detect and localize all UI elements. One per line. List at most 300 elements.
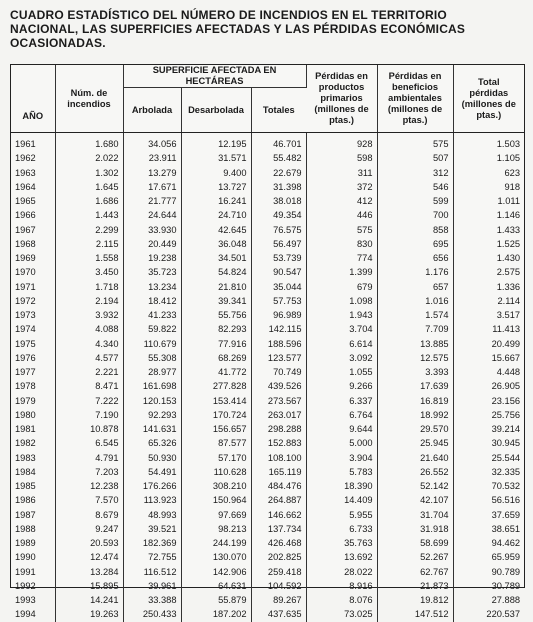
cell-arbolada: 55.308 (123, 351, 181, 365)
cell-desarbolada: 150.964 (181, 493, 251, 507)
cell-total-perdidas: 1.430 (496, 253, 521, 263)
cell-arbolada: 54.491 (123, 465, 181, 479)
cell-totales: 437.635 (251, 607, 306, 621)
cell-arbolada: 20.449 (123, 237, 181, 251)
cell-totales: 165.119 (251, 465, 306, 479)
cell-total-perdidas: 1.503 (496, 139, 521, 149)
statistics-table-frame (10, 64, 525, 620)
cell-perdidas-productos: 1.055 (306, 365, 377, 379)
cell-desarbolada: 156.657 (181, 422, 251, 436)
title-line-2: NACIONAL, LAS SUPERFICIES AFECTADAS Y LAS PÉRDIDAS ECONÓMICAS (10, 22, 466, 36)
cell-ano: 1962 (11, 151, 55, 165)
cell-perdidas-beneficios: 62.767 (377, 565, 453, 579)
cell-perdidas-productos: 8.076 (306, 593, 377, 607)
cell-perdidas-beneficios: 58.699 (377, 536, 453, 550)
cell-num-incendios: 2.299 (55, 223, 123, 237)
cell-num-incendios: 19.263 (55, 607, 123, 621)
cell-num-incendios: 7.203 (55, 465, 123, 479)
cell-totales: 137.734 (251, 522, 306, 536)
cell-perdidas-beneficios: 599 (377, 194, 453, 208)
cell-totales: 49.354 (251, 208, 306, 222)
header-perdidas-beneficios: Pérdidas en beneficios ambientales (millones de ptas.) (377, 65, 453, 133)
cell-ano: 1976 (11, 351, 55, 365)
cell-arbolada: 24.644 (123, 208, 181, 222)
cell-perdidas-productos: 8.916 (306, 579, 377, 593)
cell-totales: 46.701 (251, 133, 306, 152)
cell-arbolada: 110.679 (123, 337, 181, 351)
cell-perdidas-productos: 5.955 (306, 508, 377, 522)
cell-desarbolada: 68.269 (181, 351, 251, 365)
cell-ano: 1986 (11, 493, 55, 507)
cell-arbolada: 13.234 (123, 280, 181, 294)
cell-ano: 1982 (11, 436, 55, 450)
cell-desarbolada: 9.400 (181, 166, 251, 180)
cell-perdidas-productos: 9.266 (306, 379, 377, 393)
cell-perdidas-productos: 13.692 (306, 550, 377, 564)
cell-perdidas-beneficios: 1.574 (377, 308, 453, 322)
cell-num-incendios: 2.194 (55, 294, 123, 308)
cell-perdidas-productos: 35.763 (306, 536, 377, 550)
cell-totales: 273.567 (251, 394, 306, 408)
cell-ano: 1993 (11, 593, 55, 607)
cell-perdidas-productos: 18.390 (306, 479, 377, 493)
cell-ano: 1983 (11, 451, 55, 465)
table-row (11, 422, 524, 436)
cell-totales: 264.887 (251, 493, 306, 507)
cell-arbolada: 18.412 (123, 294, 181, 308)
table-row (11, 223, 524, 237)
table-row (11, 536, 524, 550)
cell-arbolada: 33.388 (123, 593, 181, 607)
cell-perdidas-beneficios: 21.873 (377, 579, 453, 593)
cell-num-incendios: 20.593 (55, 536, 123, 550)
cell-num-incendios: 2.022 (55, 151, 123, 165)
cell-desarbolada: 97.669 (181, 508, 251, 522)
cell-perdidas-beneficios: 3.393 (377, 365, 453, 379)
cell-perdidas-beneficios: 1.016 (377, 294, 453, 308)
cell-perdidas-beneficios: 507 (377, 151, 453, 165)
cell-arbolada: 33.930 (123, 223, 181, 237)
table-row (11, 465, 524, 479)
table-row (11, 593, 524, 607)
table-row (11, 479, 524, 493)
table-row (11, 451, 524, 465)
cell-num-incendios: 4.791 (55, 451, 123, 465)
cell-perdidas-productos: 5.783 (306, 465, 377, 479)
cell-desarbolada: 277.828 (181, 379, 251, 393)
cell-perdidas-productos: 14.409 (306, 493, 377, 507)
cell-totales: 70.749 (251, 365, 306, 379)
cell-perdidas-productos: 575 (306, 223, 377, 237)
cell-totales: 152.883 (251, 436, 306, 450)
cell-num-incendios: 8.471 (55, 379, 123, 393)
cell-desarbolada: 130.070 (181, 550, 251, 564)
cell-perdidas-productos: 6.733 (306, 522, 377, 536)
cell-perdidas-productos: 3.704 (306, 322, 377, 336)
cell-desarbolada: 187.202 (181, 607, 251, 621)
table-row (11, 180, 524, 194)
cell-desarbolada: 39.341 (181, 294, 251, 308)
cell-ano: 1967 (11, 223, 55, 237)
cell-arbolada: 65.326 (123, 436, 181, 450)
cell-total-perdidas: 27.888 (491, 595, 521, 605)
cell-totales: 439.526 (251, 379, 306, 393)
cell-totales: 142.115 (251, 322, 306, 336)
cell-total-perdidas: 90.789 (491, 566, 521, 577)
cell-arbolada: 39.961 (123, 579, 181, 593)
title-line-3: OCASIONADAS. (10, 36, 106, 50)
cell-totales: 202.825 (251, 550, 306, 564)
cell-perdidas-beneficios: 52.142 (377, 479, 453, 493)
cell-desarbolada: 82.293 (181, 322, 251, 336)
table-row (11, 365, 524, 379)
cell-totales: 96.989 (251, 308, 306, 322)
table-row (11, 322, 524, 336)
cell-perdidas-productos: 372 (306, 180, 377, 194)
cell-ano: 1965 (11, 194, 55, 208)
cell-arbolada: 41.233 (123, 308, 181, 322)
cell-num-incendios: 9.247 (55, 522, 123, 536)
title-line-1: CUADRO ESTADÍSTICO DEL NÚMERO DE INCENDIOS EN EL TERRITORIO (10, 8, 447, 22)
cell-totales: 57.753 (251, 294, 306, 308)
cell-totales: 22.679 (251, 166, 306, 180)
cell-total-perdidas: 11.413 (492, 324, 521, 335)
cell-perdidas-beneficios: 16.819 (377, 394, 453, 408)
table-row (11, 151, 524, 165)
cell-ano: 1966 (11, 208, 55, 222)
cell-ano: 1975 (11, 337, 55, 351)
cell-perdidas-beneficios: 52.267 (377, 550, 453, 564)
cell-num-incendios: 7.190 (55, 408, 123, 422)
table-row (11, 493, 524, 507)
table-row (11, 351, 524, 365)
cell-arbolada: 21.777 (123, 194, 181, 208)
cell-totales: 426.468 (251, 536, 306, 550)
table-row (11, 379, 524, 393)
cell-perdidas-productos: 679 (306, 280, 377, 294)
cell-desarbolada: 41.772 (181, 365, 251, 379)
cell-total-perdidas: 918 (504, 181, 521, 192)
table-row (11, 550, 524, 564)
cell-total-perdidas: 56.516 (491, 495, 521, 506)
cell-perdidas-productos: 5.000 (306, 436, 377, 450)
cell-desarbolada: 64.631 (181, 579, 251, 593)
cell-arbolada: 23.911 (123, 151, 181, 165)
cell-num-incendios: 1.302 (55, 166, 123, 180)
cell-total-perdidas: 1.146 (496, 210, 521, 221)
cell-totales: 76.575 (251, 223, 306, 237)
cell-perdidas-productos: 311 (306, 166, 377, 180)
cell-arbolada: 48.993 (123, 508, 181, 522)
cell-desarbolada: 34.501 (181, 251, 251, 265)
cell-ano: 1985 (11, 479, 55, 493)
cell-perdidas-productos: 446 (306, 208, 377, 222)
cell-desarbolada: 54.824 (181, 265, 251, 279)
cell-totales: 53.739 (251, 251, 306, 265)
table-row (11, 408, 524, 422)
cell-total-perdidas: 65.959 (491, 552, 521, 563)
cell-arbolada: 250.433 (123, 607, 181, 621)
cell-num-incendios: 4.577 (55, 351, 123, 365)
cell-ano: 1974 (11, 322, 55, 336)
table-row (11, 579, 524, 593)
cell-totales: 108.100 (251, 451, 306, 465)
cell-totales: 35.044 (251, 280, 306, 294)
cell-ano: 1979 (11, 394, 55, 408)
cell-num-incendios: 3.450 (55, 265, 123, 279)
cell-total-perdidas: 30.789 (491, 580, 521, 591)
cell-total-perdidas: 94.462 (491, 538, 521, 548)
table-row (11, 166, 524, 180)
cell-num-incendios: 4.340 (55, 337, 123, 351)
cell-desarbolada: 244.199 (181, 536, 251, 550)
cell-desarbolada: 87.577 (181, 436, 251, 450)
cell-ano: 1990 (11, 550, 55, 564)
table-body (11, 133, 524, 622)
cell-ano: 1978 (11, 379, 55, 393)
cell-ano: 1977 (11, 365, 55, 379)
cell-total-perdidas: 1.336 (496, 281, 521, 292)
cell-perdidas-beneficios: 147.512 (377, 607, 453, 621)
cell-total-perdidas: 3.517 (496, 310, 521, 320)
cell-ano: 1994 (11, 607, 55, 621)
cell-desarbolada: 36.048 (181, 237, 251, 251)
cell-num-incendios: 7.570 (55, 493, 123, 507)
cell-totales: 188.596 (251, 337, 306, 351)
cell-num-incendios: 1.686 (55, 194, 123, 208)
header-perdidas-productos: Pérdidas en productos primarios (millones de ptas.) (306, 65, 377, 133)
table-row (11, 436, 524, 450)
table-row (11, 208, 524, 222)
cell-ano: 1964 (11, 180, 55, 194)
cell-total-perdidas: 70.532 (491, 481, 521, 491)
cell-desarbolada: 308.210 (181, 479, 251, 493)
cell-total-perdidas: 26.905 (491, 381, 521, 392)
cell-num-incendios: 12.238 (55, 479, 123, 493)
cell-desarbolada: 42.645 (181, 223, 251, 237)
cell-arbolada: 19.238 (123, 251, 181, 265)
header-totales: Totales (251, 88, 306, 133)
cell-perdidas-beneficios: 17.639 (377, 379, 453, 393)
table-row (11, 337, 524, 351)
cell-desarbolada: 55.879 (181, 593, 251, 607)
cell-num-incendios: 1.443 (55, 208, 123, 222)
table-row (11, 237, 524, 251)
table-row (11, 194, 524, 208)
cell-perdidas-productos: 830 (306, 237, 377, 251)
cell-num-incendios: 3.932 (55, 308, 123, 322)
cell-ano: 1968 (11, 237, 55, 251)
cell-desarbolada: 170.724 (181, 408, 251, 422)
table-row (11, 280, 524, 294)
cell-arbolada: 113.923 (123, 493, 181, 507)
cell-totales: 89.267 (251, 593, 306, 607)
cell-total-perdidas: 1.525 (496, 238, 521, 249)
cell-total-perdidas: 37.659 (491, 509, 521, 520)
cell-arbolada: 13.279 (123, 166, 181, 180)
cell-arbolada: 120.153 (123, 394, 181, 408)
cell-total-perdidas: 39.214 (491, 424, 521, 434)
cell-arbolada: 59.822 (123, 322, 181, 336)
cell-perdidas-beneficios: 7.709 (377, 322, 453, 336)
header-ano: AÑO (11, 65, 55, 133)
cell-perdidas-productos: 6.764 (306, 408, 377, 422)
cell-perdidas-beneficios: 12.575 (377, 351, 453, 365)
cell-num-incendios: 14.241 (55, 593, 123, 607)
cell-arbolada: 34.056 (123, 133, 181, 152)
cell-ano: 1961 (11, 133, 55, 152)
table-row (11, 294, 524, 308)
cell-num-incendios: 1.680 (55, 133, 123, 152)
cell-num-incendios: 6.545 (55, 436, 123, 450)
document-title (10, 8, 525, 50)
cell-total-perdidas: 220.537 (486, 609, 521, 620)
cell-ano: 1980 (11, 408, 55, 422)
table-row (11, 265, 524, 279)
cell-totales: 56.497 (251, 237, 306, 251)
cell-perdidas-beneficios: 695 (377, 237, 453, 251)
cell-arbolada: 17.671 (123, 180, 181, 194)
cell-total-perdidas: 23.156 (491, 395, 521, 406)
cell-perdidas-beneficios: 546 (377, 180, 453, 194)
cell-desarbolada: 142.906 (181, 565, 251, 579)
cell-arbolada: 72.755 (123, 550, 181, 564)
cell-desarbolada: 31.571 (181, 151, 251, 165)
cell-perdidas-beneficios: 312 (377, 166, 453, 180)
cell-num-incendios: 7.222 (55, 394, 123, 408)
cell-num-incendios: 2.115 (55, 237, 123, 251)
cell-perdidas-beneficios: 31.918 (377, 522, 453, 536)
cell-arbolada: 28.977 (123, 365, 181, 379)
cell-desarbolada: 24.710 (181, 208, 251, 222)
cell-perdidas-productos: 73.025 (306, 607, 377, 621)
cell-desarbolada: 16.241 (181, 194, 251, 208)
cell-total-perdidas: 32.335 (491, 466, 521, 477)
header-desarbolada: Desarbolada (181, 88, 251, 133)
cell-total-perdidas: 1.433 (496, 224, 521, 235)
cell-perdidas-beneficios: 656 (377, 251, 453, 265)
cell-total-perdidas: 1.011 (497, 196, 521, 206)
cell-perdidas-productos: 28.022 (306, 565, 377, 579)
cell-ano: 1973 (11, 308, 55, 322)
cell-desarbolada: 55.756 (181, 308, 251, 322)
cell-totales: 146.662 (251, 508, 306, 522)
cell-perdidas-beneficios: 700 (377, 208, 453, 222)
cell-ano: 1991 (11, 565, 55, 579)
cell-ano: 1987 (11, 508, 55, 522)
cell-perdidas-beneficios: 42.107 (377, 493, 453, 507)
cell-total-perdidas: 38.651 (491, 523, 521, 534)
cell-perdidas-productos: 3.092 (306, 351, 377, 365)
cell-total-perdidas: 15.667 (491, 352, 521, 363)
cell-ano: 1970 (11, 265, 55, 279)
cell-desarbolada: 153.414 (181, 394, 251, 408)
cell-totales: 31.398 (251, 180, 306, 194)
cell-perdidas-productos: 598 (306, 151, 377, 165)
cell-arbolada: 161.698 (123, 379, 181, 393)
table-row (11, 508, 524, 522)
cell-perdidas-beneficios: 29.570 (377, 422, 453, 436)
header-superficie-group: SUPERFICIE AFECTADA EN HECTÁREAS (123, 65, 306, 88)
cell-perdidas-productos: 1.098 (306, 294, 377, 308)
cell-total-perdidas: 623 (504, 167, 521, 178)
table-row (11, 308, 524, 322)
cell-ano: 1989 (11, 536, 55, 550)
cell-totales: 38.018 (251, 194, 306, 208)
cell-desarbolada: 12.195 (181, 133, 251, 152)
cell-num-incendios: 15.895 (55, 579, 123, 593)
cell-num-incendios: 13.284 (55, 565, 123, 579)
header-arbolada: Arbolada (123, 88, 181, 133)
cell-arbolada: 141.631 (123, 422, 181, 436)
cell-num-incendios: 4.088 (55, 322, 123, 336)
cell-total-perdidas: 2.114 (497, 295, 521, 306)
cell-total-perdidas: 2.575 (496, 267, 521, 278)
cell-perdidas-productos: 412 (306, 194, 377, 208)
cell-perdidas-beneficios: 13.885 (377, 337, 453, 351)
cell-desarbolada: 110.628 (181, 465, 251, 479)
cell-totales: 298.288 (251, 422, 306, 436)
cell-num-incendios: 2.221 (55, 365, 123, 379)
table-row (11, 565, 524, 579)
cell-perdidas-productos: 9.644 (306, 422, 377, 436)
cell-perdidas-beneficios: 19.812 (377, 593, 453, 607)
cell-arbolada: 35.723 (123, 265, 181, 279)
table-row (11, 251, 524, 265)
cell-perdidas-beneficios: 18.992 (377, 408, 453, 422)
cell-num-incendios: 1.718 (55, 280, 123, 294)
table-row (11, 522, 524, 536)
cell-arbolada: 92.293 (123, 408, 181, 422)
cell-totales: 484.476 (251, 479, 306, 493)
cell-num-incendios: 1.645 (55, 180, 123, 194)
table-row (11, 607, 524, 621)
cell-total-perdidas: 25.756 (491, 409, 521, 420)
cell-perdidas-beneficios: 858 (377, 223, 453, 237)
header-total-perdidas: Total pérdidas (millones de ptas.) (453, 65, 524, 133)
cell-totales: 123.577 (251, 351, 306, 365)
cell-totales: 55.482 (251, 151, 306, 165)
cell-ano: 1981 (11, 422, 55, 436)
cell-totales: 263.017 (251, 408, 306, 422)
cell-ano: 1972 (11, 294, 55, 308)
cell-desarbolada: 77.916 (181, 337, 251, 351)
cell-perdidas-productos: 1.943 (306, 308, 377, 322)
header-num-incendios: Núm. de incendios (55, 65, 123, 133)
cell-desarbolada: 13.727 (181, 180, 251, 194)
cell-perdidas-beneficios: 31.704 (377, 508, 453, 522)
cell-arbolada: 50.930 (123, 451, 181, 465)
cell-num-incendios: 1.558 (55, 251, 123, 265)
cell-desarbolada: 21.810 (181, 280, 251, 294)
cell-arbolada: 116.512 (123, 565, 181, 579)
cell-arbolada: 39.521 (123, 522, 181, 536)
cell-perdidas-beneficios: 21.640 (377, 451, 453, 465)
cell-totales: 259.418 (251, 565, 306, 579)
cell-perdidas-productos: 928 (306, 133, 377, 152)
cell-ano: 1969 (11, 251, 55, 265)
cell-ano: 1988 (11, 522, 55, 536)
cell-total-perdidas: 25.544 (491, 452, 521, 463)
cell-totales: 90.547 (251, 265, 306, 279)
cell-total-perdidas: 20.499 (491, 338, 521, 349)
cell-perdidas-productos: 6.614 (306, 337, 377, 351)
cell-perdidas-beneficios: 26.552 (377, 465, 453, 479)
cell-perdidas-productos: 1.399 (306, 265, 377, 279)
cell-perdidas-productos: 774 (306, 251, 377, 265)
cell-ano: 1971 (11, 280, 55, 294)
cell-totales: 104.592 (251, 579, 306, 593)
